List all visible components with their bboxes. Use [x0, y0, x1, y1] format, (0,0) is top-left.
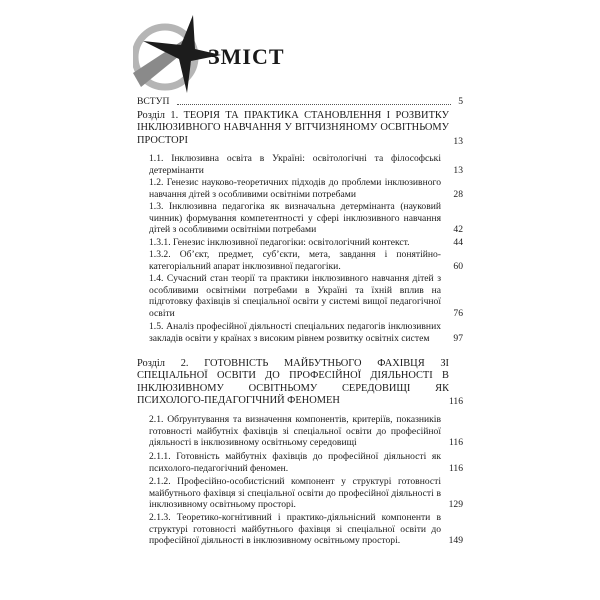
toc-section-title: Розділ 1. ТЕОРІЯ ТА ПРАКТИКА СТАНОВЛЕННЯ І РОЗВИТКУ ІНКЛЮЗИВНОГО НАВЧАННЯ У ВІТЧИЗНЯНОМУ ОСВІТНЬОМУ ПРОСТОРІ — [137, 110, 449, 146]
toc-item-label: 1.3.2. Об’єкт, предмет, суб’єкти, мета, завдання і понятійно-категоріальний апарат інклюзивної педагогіки. — [149, 249, 441, 272]
toc-item-1-3[interactable] — [149, 201, 463, 236]
toc-item-1-2[interactable] — [149, 177, 463, 200]
toc-item-2-1-1[interactable] — [149, 451, 463, 474]
toc-item-1-3-2[interactable] — [149, 249, 463, 272]
dot-leader — [177, 104, 451, 105]
toc-entry-intro[interactable] — [137, 96, 463, 108]
toc-item-label: 2.1.1. Готовність майбутніх фахівців до професійної діяльності як психолого-педагогічний феномен. — [149, 451, 441, 474]
toc-item-1-3-1[interactable] — [149, 237, 463, 249]
toc-item-label: 1.3. Інклюзивна педагогіка як визначальна детермінанта (науковий чинник) формування компетентності у сфері інклюзивного навчання дітей з особливими освітніми потребами — [149, 201, 441, 236]
toc-entry-label: ВСТУП — [137, 96, 170, 107]
toc-page-number: 97 — [450, 333, 463, 345]
toc-item-label: 1.3.1. Генезис інклюзивної педагогіки: освітологічний контекст. — [149, 237, 410, 248]
toc-section-1[interactable] — [137, 110, 463, 147]
toc-item-1-1[interactable] — [149, 153, 463, 176]
toc-item-label: 1.5. Аналіз професійної діяльності спеціальних педагогів інклюзивних закладів освіти у країнах з високим рівнем розвитку освітніх систем — [149, 321, 441, 344]
toc-item-label: 1.4. Сучасний стан теорії та практики інклюзивного навчання дітей з особливими освітніми потребами в Україні та їхній вплив на підготовку фахівців зі спеціальної освіти у системі вищої педагогічної освіти — [149, 273, 441, 319]
toc-page-number: 149 — [446, 535, 463, 547]
toc-page-number: 116 — [446, 463, 463, 475]
toc-page-number: 42 — [450, 224, 463, 236]
toc-page-number: 129 — [446, 499, 463, 511]
toc-item-2-1-3[interactable] — [149, 512, 463, 547]
toc-page-number: 13 — [450, 165, 463, 177]
toc-item-1-5[interactable] — [149, 321, 463, 344]
toc-page-number: 116 — [446, 437, 463, 449]
toc-page-number: 13 — [450, 136, 463, 148]
toc-item-label: 2.1.3. Теоретико-когнітивний і практико-діяльнісний компоненти в структурі готовності майбутнього фахівця зі спеціальної освіти до професійної діяльності в інклюзивному освітньому просторі. — [149, 512, 441, 547]
toc-item-2-1-2[interactable] — [149, 476, 463, 511]
toc-item-2-1[interactable] — [149, 414, 463, 449]
toc-item-1-4[interactable] — [149, 273, 463, 319]
toc-section-title: Розділ 2. ГОТОВНІСТЬ МАЙБУТНЬОГО ФАХІВЦЯ ЗІ СПЕЦІАЛЬНОЇ ОСВІТИ ДО ПРОФЕСІЙНОЇ ДІЯЛЬНОСТІ В ІНКЛЮЗИВНОМУ ОСВІТНЬОМУ СЕРЕДОВИЩІ ЯК ПСИХОЛОГО-ПЕДАГОГІЧНИЙ ФЕНОМЕН — [137, 358, 449, 407]
toc-page-number: 60 — [450, 261, 463, 273]
page-title: ЗМІСТ — [208, 44, 285, 69]
toc-page-number: 76 — [450, 308, 463, 320]
toc-section-2[interactable] — [137, 358, 463, 408]
toc-item-label: 2.1. Обґрунтування та визначення компонентів, критеріїв, показників готовності майбутніх фахівців зі спеціальної освіти до професійної діяльності в інклюзивному освітньому середовищі — [149, 414, 441, 449]
toc-item-label: 1.2. Генезис науково-теоретичних підходів до проблеми інклюзивного навчання дітей з особливими освітніми потребами — [149, 177, 441, 200]
toc-page-number: 5 — [455, 96, 463, 108]
toc-page-number: 116 — [446, 396, 463, 408]
toc-page-number: 28 — [450, 189, 463, 201]
toc-item-label: 1.1. Інклюзивна освіта в Україні: освітологічні та філософські детермінанти — [149, 153, 441, 176]
toc-item-label: 2.1.2. Професійно-особистісний компонент у структурі готовності майбутнього фахівця зі спеціальної освіти до професійної діяльності в інклюзивному освітньому просторі. — [149, 476, 441, 511]
toc-page-number: 44 — [450, 237, 463, 249]
